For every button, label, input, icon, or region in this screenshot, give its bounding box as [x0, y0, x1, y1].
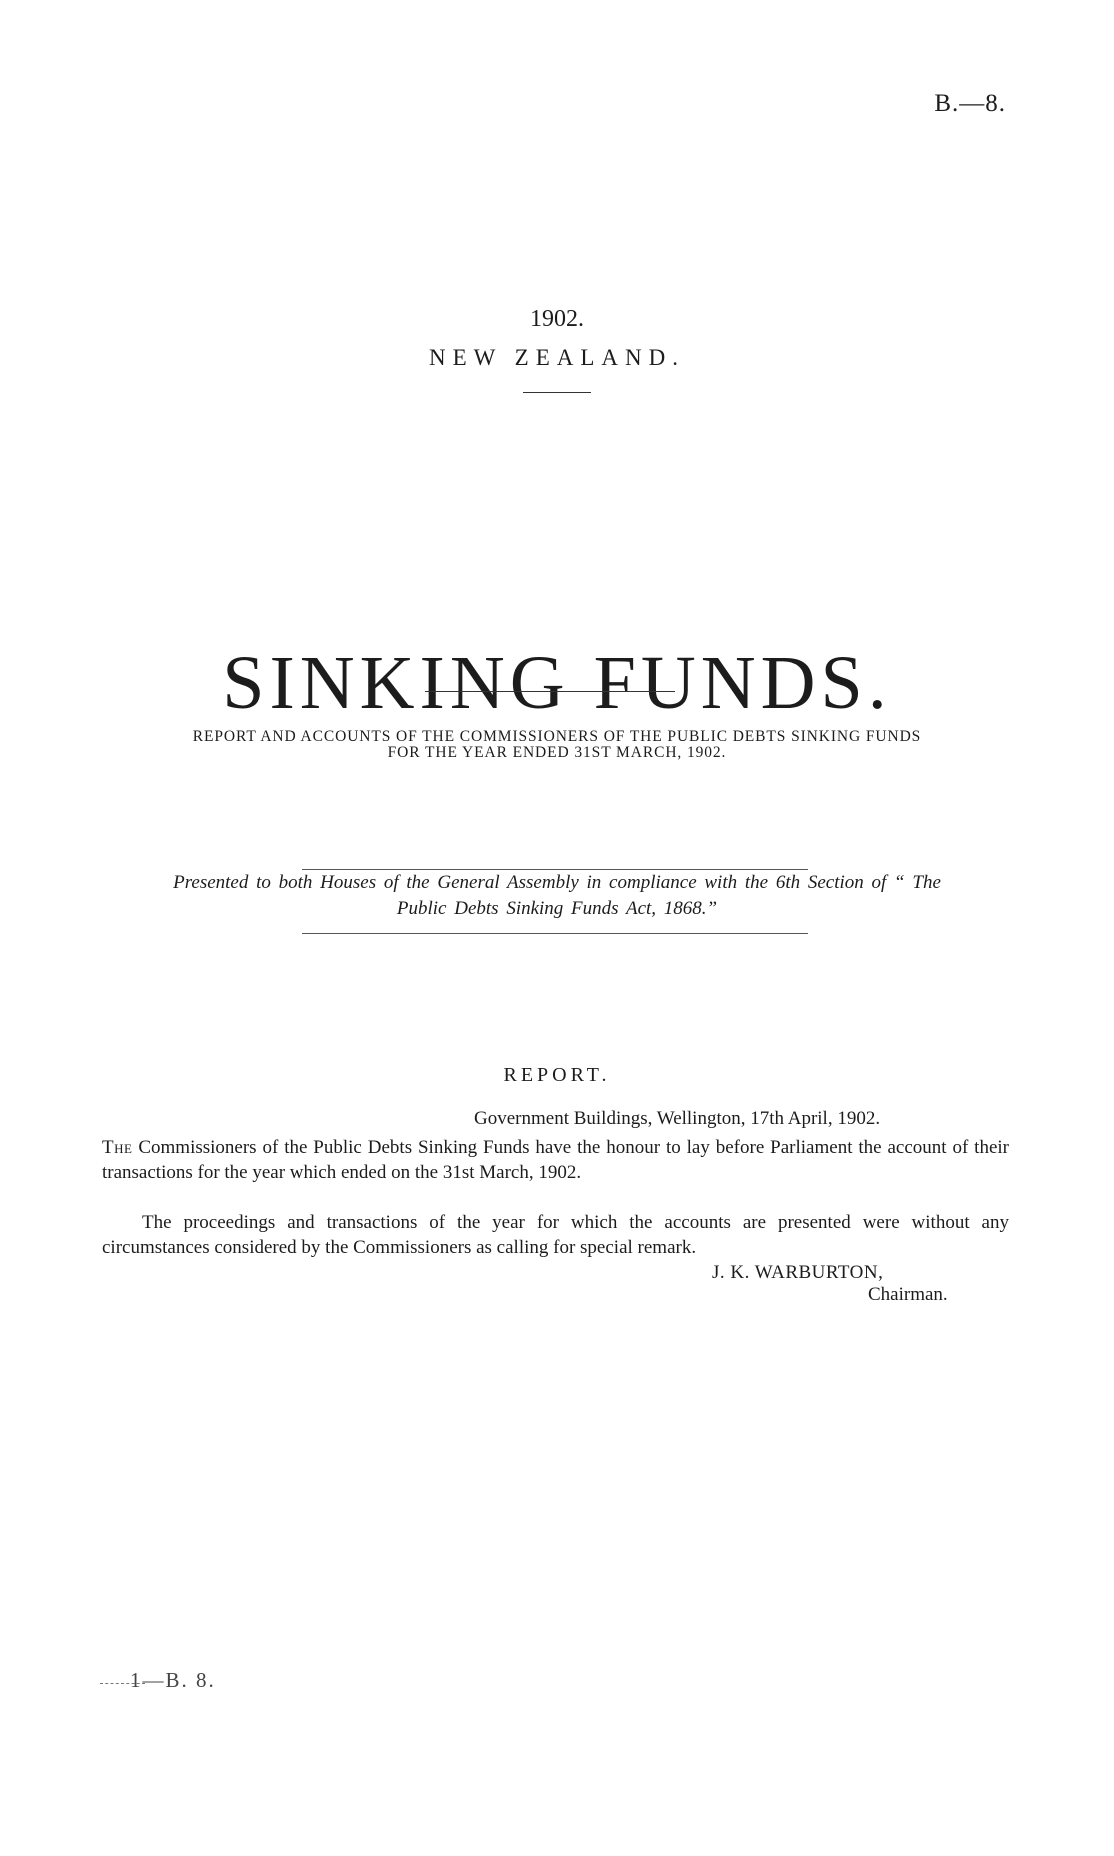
paragraph-1-text: Commissioners of the Public Debts Sinking Funds have the honour to lay before Parliament the account of their transactions for the year which ended on the 31st March, 1902.	[102, 1137, 1010, 1183]
paragraph-lead-word: The	[102, 1137, 133, 1158]
report-paragraph-1	[102, 1135, 1009, 1185]
document-reference: B.—8.	[934, 90, 1006, 117]
footer-page-reference: 1—B. 8.	[130, 1668, 216, 1692]
country-heading: NEW ZEALAND.	[428, 345, 686, 370]
report-heading: REPORT.	[503, 1064, 611, 1086]
title-divider	[425, 691, 675, 692]
signatory-role: Chairman.	[868, 1284, 948, 1305]
publication-year: 1902.	[530, 306, 584, 332]
report-dateline: Government Buildings, Wellington, 17th April, 1902.	[474, 1108, 881, 1129]
presentation-note	[102, 870, 1012, 922]
report-paragraph-2: The proceedings and transactions of the year for which the accounts are presented were without any circumstances considered by the Commissioners as calling for special remark.	[102, 1212, 1009, 1258]
presentation-rule-bottom	[302, 933, 808, 934]
report-subtitle	[102, 729, 1012, 761]
divider-rule	[523, 392, 591, 393]
signatory-name: J. K. WARBURTON,	[712, 1262, 884, 1283]
subtitle-line-1: REPORT AND ACCOUNTS OF THE COMMISSIONERS OF THE PUBLIC DEBTS SINKING FUNDS	[192, 728, 922, 745]
page-title: SINKING FUNDS.	[222, 640, 892, 725]
presentation-line-1: Presented to both Houses of the General Assembly in compliance with the 6th Section of “ The	[173, 872, 941, 893]
subtitle-line-2: FOR THE YEAR ENDED 31ST MARCH, 1902.	[387, 744, 727, 761]
presentation-line-2: Public Debts Sinking Funds Act, 1868.”	[396, 898, 718, 919]
